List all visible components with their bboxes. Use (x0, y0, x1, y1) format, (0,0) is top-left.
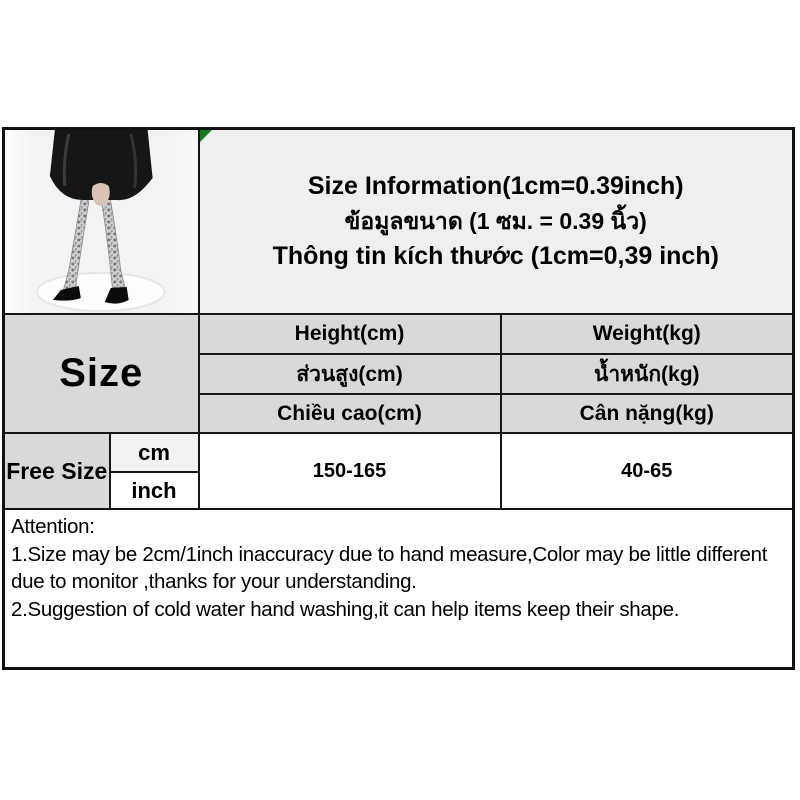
size-corner-label: Size (4, 314, 199, 433)
size-row-label: Free Size (4, 433, 110, 509)
attention-item-2: 2.Suggestion of cold water hand washing,it can help items keep their shape. (11, 597, 680, 621)
header-weight-th: น้ำหนัก(kg) (501, 354, 794, 394)
attention-note (4, 509, 794, 668)
unit-cm-cell: cm (110, 433, 199, 472)
title-thai: ข้อมูลขนาด (1 ซม. = 0.39 นิ้ว) (344, 207, 647, 234)
cell-comment-marker-icon (200, 130, 212, 142)
product-photo-cell (4, 129, 199, 315)
height-value-cell: 150-165 (199, 433, 501, 509)
size-table (2, 127, 795, 670)
title-english: Size Information(1cm=0.39inch) (307, 171, 684, 200)
size-chart-sheet (2, 127, 792, 670)
header-height-en: Height(cm) (199, 314, 501, 354)
header-weight-en: Weight(kg) (501, 314, 794, 354)
header-weight-vi: Cân nặng(kg) (501, 394, 794, 433)
weight-value-cell: 40-65 (501, 433, 794, 509)
title-vietnamese: Thông tin kích thước (1cm=0,39 inch) (272, 241, 719, 270)
header-height-th: ส่วนสูง(cm) (199, 354, 501, 394)
unit-inch-cell: inch (110, 472, 199, 509)
header-height-vi: Chiều cao(cm) (199, 394, 501, 433)
product-photo (5, 130, 198, 313)
attention-item-1: 1.Size may be 2cm/1inch inaccuracy due to hand measure,Color may be little different due to monitor ,thanks for your understanding. (11, 542, 768, 593)
title-cell (199, 129, 794, 315)
attention-heading: Attention: (11, 515, 95, 538)
pedestal (37, 273, 165, 311)
